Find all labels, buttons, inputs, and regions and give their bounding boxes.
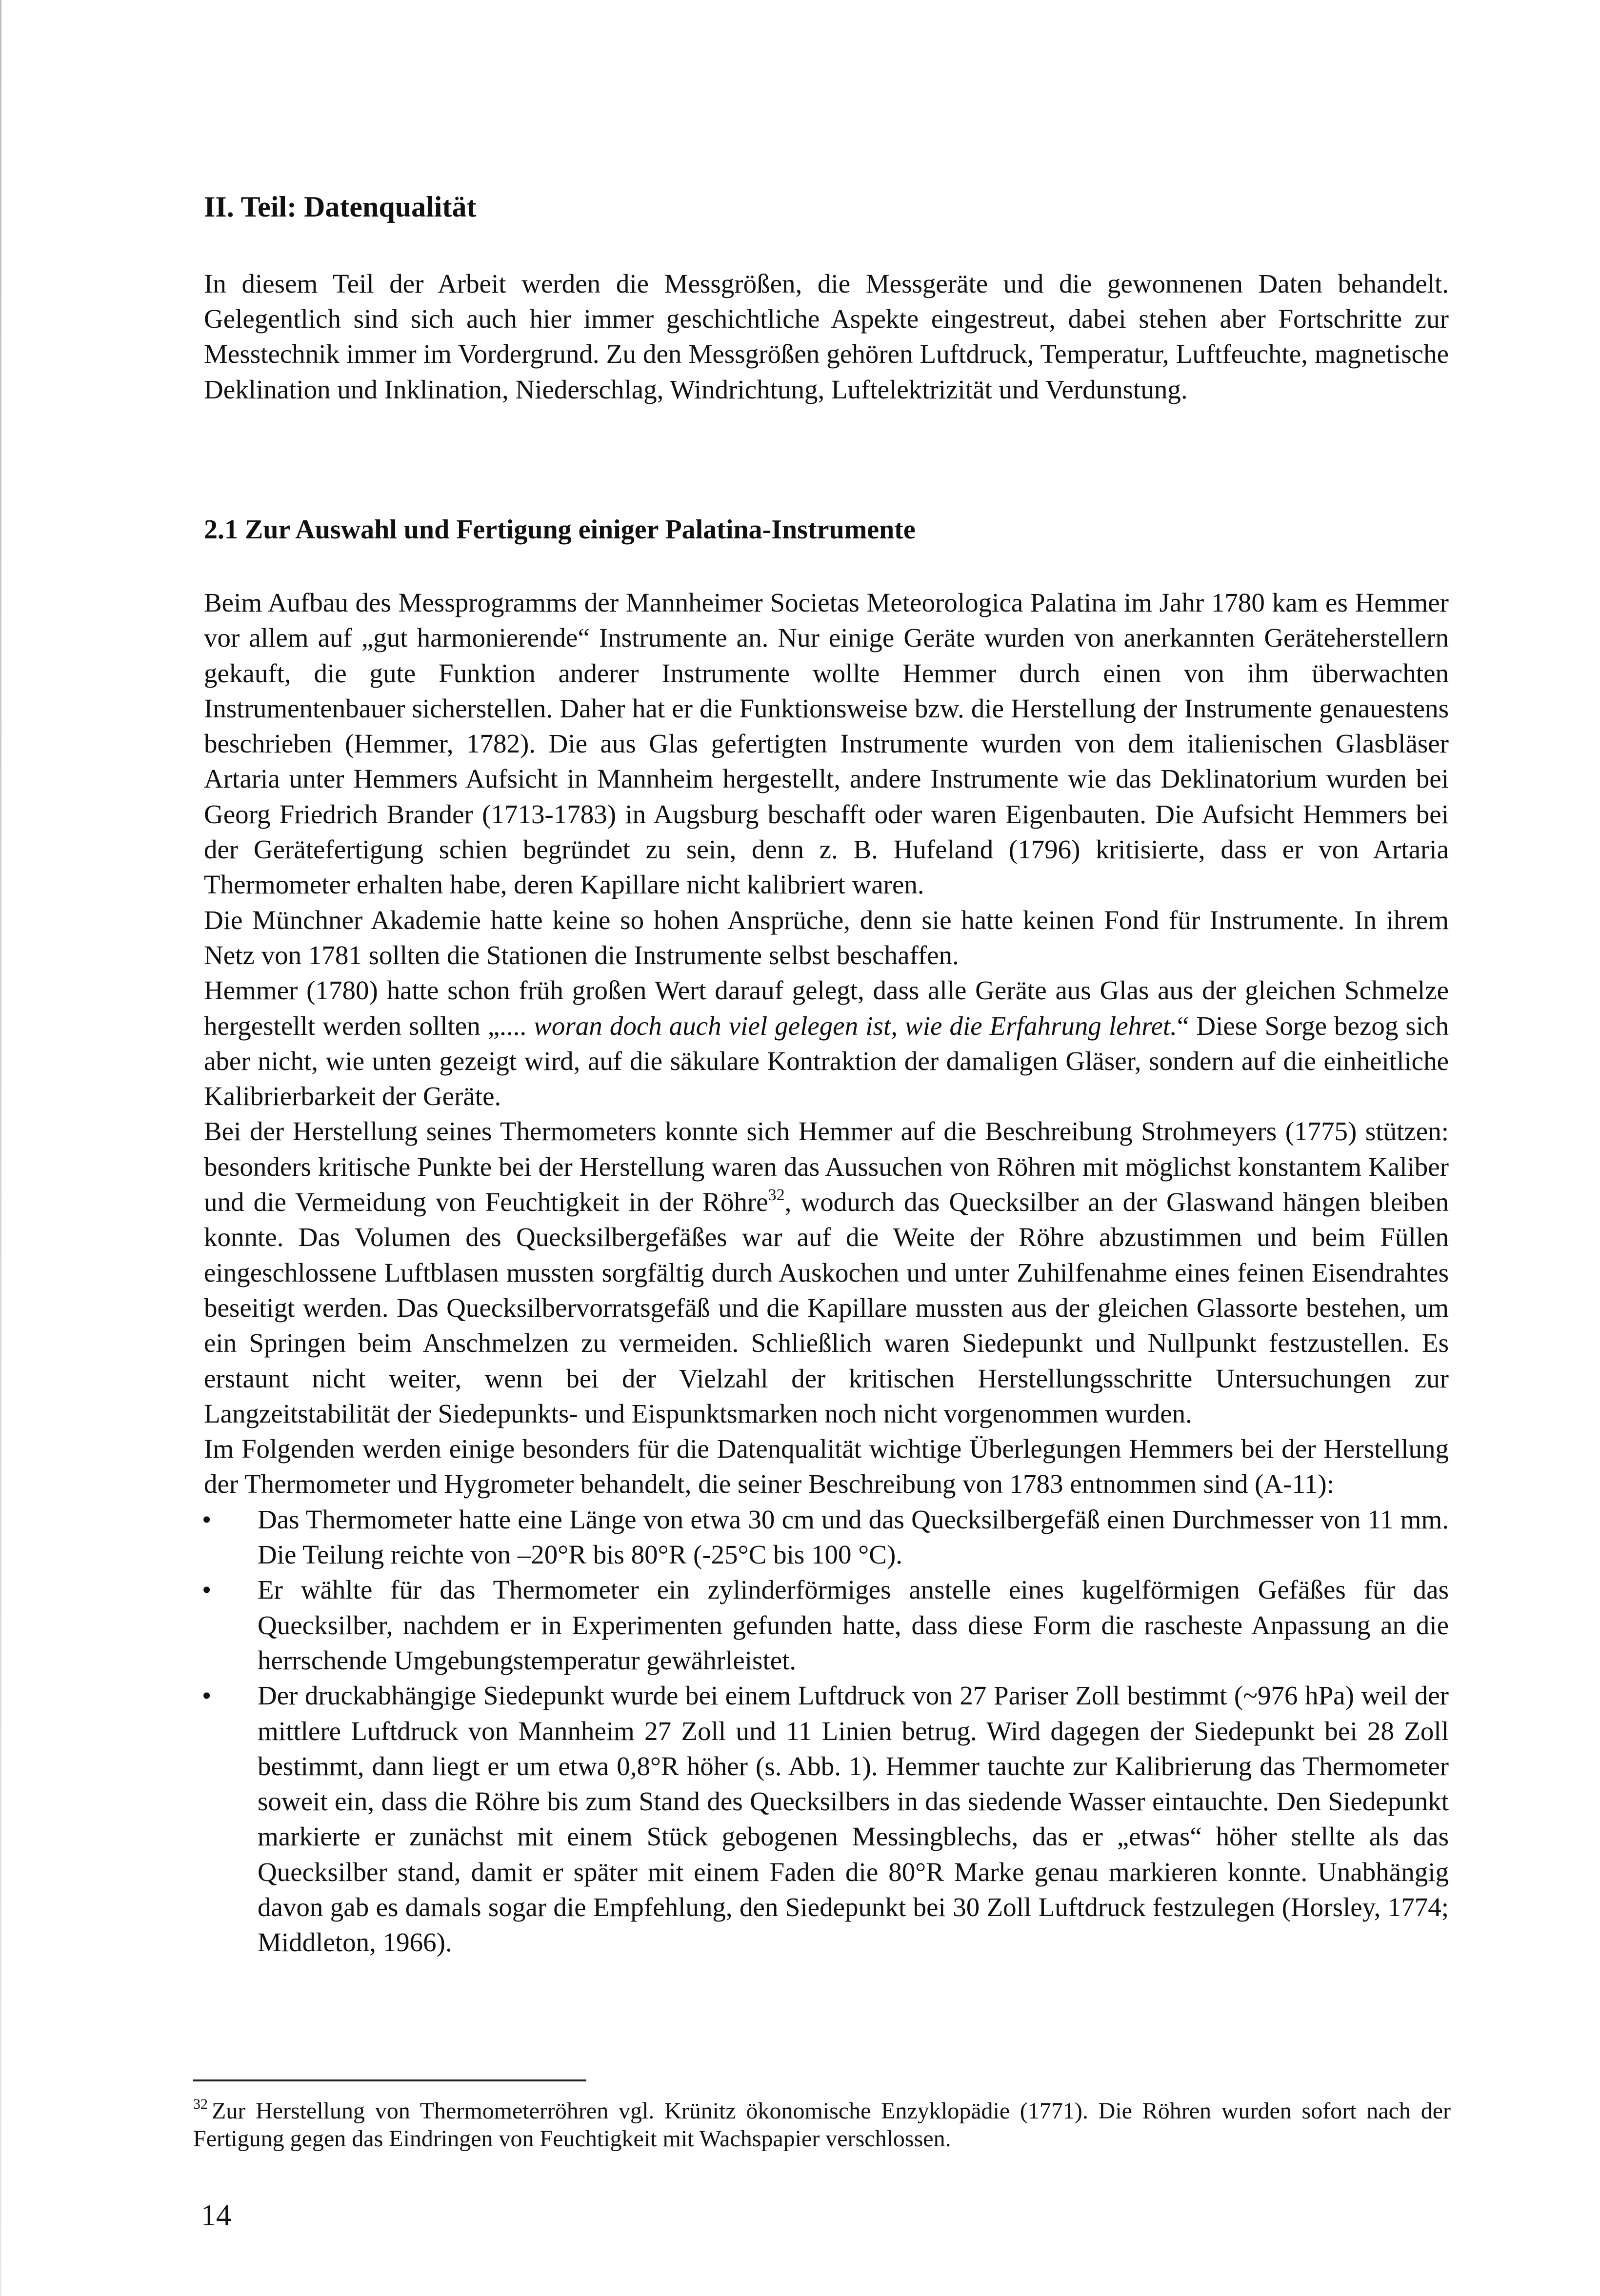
list-item — [204, 1678, 1449, 1960]
paragraph-3-start: Hemmer (1780) hatte schon früh großen Wert darauf gelegt, dass alle Geräte aus Glas aus der gleichen Schmelze hergestellt werden sollten „.... — [204, 975, 1449, 1041]
paragraph-4-end: , wodurch das Quecksilber an der Glaswand hängen bleiben konnte. Das Volumen des Quecksilbergefäßes war auf die Weite der Röhre abzustimmen und beim Füllen eingeschlossene Luftblasen mussten sorgfältig durch Auskochen und unter Zuhilfenahme eines feinen Eisendrahtes beseitigt werden. Das Quecksilbervorratsgefäß und die Kapillare mussten aus der gleichen Glassorte bestehen, um ein Springen beim Anschmelzen zu vermeiden. Schließlich waren Siedepunkt und Nullpunkt festzustellen. Es erstaunt nicht weiter, wenn bei der Vielzahl der kritischen Herstellungsschritte Untersuchungen zur Langzeitstabilität der Siedepunkts- und Eispunktsmarken noch nicht vorgenommen wurden. — [204, 1187, 1449, 1428]
paragraph-2: Die Münchner Akademie hatte keine so hohen Ansprüche, denn sie hatte keinen Fond für Instrumente. In ihrem Netz von 1781 sollten die Stationen die Instrumente selbst beschaffen. — [204, 905, 1449, 970]
paragraph-3-quote: woran doch auch viel gelegen ist, wie die Erfahrung lehret. — [534, 1010, 1177, 1041]
list-item-text: Er wählte für das Thermometer ein zylinderförmiges anstelle eines kugelförmigen Gefäßes für das Quecksilber, nachdem er in Experimenten gefunden hatte, dass diese Form die rascheste Anpassung an die herrschende Umgebungstemperatur gewährleistet. — [258, 1575, 1449, 1675]
list-item-text: Das Thermometer hatte eine Länge von etwa 30 cm und das Quecksilbergefäß einen Durchmesser von 11 mm. Die Teilung reichte von –20°R bis 80°R (-25°C bis 100 °C). — [258, 1504, 1449, 1570]
paragraph-1: Beim Aufbau des Messprogramms der Mannheimer Societas Meteorologica Palatina im Jahr 1780 kam es Hemmer vor allem auf „gut harmonierende“ Instrumente an. Nur einige Geräte wurden von anerkannten Geräteherstellern gekauft, die gute Funktion anderer Instrumente wollte Hemmer durch einen von ihm überwachten Instrumentenbauer sicherstellen. Daher hat er die Funktionsweise bzw. die Herstellung der Instrumente genauestens beschrieben (Hemmer, 1782). Die aus Glas gefertigten Instrumente wurden von dem italienischen Glasbläser Artaria unter Hemmers Aufsicht in Mannheim hergestellt, andere Instrumente wie das Deklinatorium wurden bei Georg Friedrich Brander (1713-1783) in Augsburg beschafft oder waren Eigenbauten. Die Aufsicht Hemmers bei der Gerätefertigung schien begründet zu sein, denn z. B. Hufeland (1796) kritisierte, dass er von Artaria Thermometer erhalten habe, deren Kapillare nicht kalibriert waren. — [204, 588, 1449, 900]
list-item-text: Der druckabhängige Siedepunkt wurde bei einem Luftdruck von 27 Pariser Zoll bestimmt (~976 hPa) weil der mittlere Luftdruck von Mannheim 27 Zoll und 11 Linien betrug. Wird dagegen der Siedepunkt bei 28 Zoll bestimmt, dann liegt er um etwa 0,8°R höher (s. Abb. 1). Hemmer tauchte zur Kalibrierung das Thermometer soweit ein, dass die Röhre bis zum Stand des Quecksilbers in das siedende Wasser eintauchte. Den Siedepunkt markierte er zunächst mit einem Stück gebogenen Messingblechs, das er „etwas“ höher stellte als das Quecksilber stand, damit er später mit einem Faden die 80°R Marke genau markieren konnte. Unabhängig davon gab es damals sogar die Empfehlung, den Siedepunkt bei 30 Zoll Luftdruck festzulegen (Horsley, 1774; Middleton, 1966). — [258, 1681, 1449, 1958]
part-heading: II. Teil: Datenqualität — [204, 191, 477, 223]
list-item — [204, 1502, 1449, 1573]
intro-paragraph — [204, 266, 1449, 407]
footnote — [193, 2097, 1451, 2153]
paragraph-3 — [204, 973, 1449, 1114]
paragraph-3-end: “ Diese Sorge bezog sich aber nicht, wie unten gezeigt wird, auf die säkulare Kontraktion der damaligen Gläser, sondern auf die einheitliche Kalibrierbarkeit der Geräte. — [204, 1010, 1449, 1111]
paragraph-4 — [204, 1114, 1449, 1431]
page-number: 14 — [201, 2199, 231, 2232]
footnote-divider — [193, 2079, 586, 2081]
footnote-text: Zur Herstellung von Thermometerröhren vgl. Krünitz ökonomische Enzyklopädie (1771). Die Röhren wurden sofort nach der Fertigung gegen das Eindringen von Feuchtigkeit mit Wachspapier verschlossen. — [193, 2098, 1451, 2152]
intro-text: In diesem Teil der Arbeit werden die Messgrößen, die Messgeräte und die gewonnenen Daten behandelt. Gelegentlich sind sich auch hier immer geschichtliche Aspekte eingestreut, dabei stehen aber Fortschritte zur Messtechnik immer im Vordergrund. Zu den Messgrößen gehören Luftdruck, Temperatur, Luftfeuchte, magnetische Deklination und Inklination, Niederschlag, Windrichtung, Luftelektrizität und Verdunstung. — [204, 269, 1449, 404]
bullet-icon: • — [202, 1504, 212, 1534]
list-item — [204, 1572, 1449, 1678]
section-heading: 2.1 Zur Auswahl und Fertigung einiger Palatina-Instrumente — [204, 515, 916, 545]
bullet-icon: • — [202, 1575, 212, 1605]
bullet-list — [204, 1502, 1449, 1960]
section-body — [204, 585, 1449, 1960]
paragraph-5: Im Folgenden werden einige besonders für die Datenqualität wichtige Überlegungen Hemmers bei der Herstellung der Thermometer und Hygrometer behandelt, die seiner Beschreibung von 1783 entnommen sind (A-11): — [204, 1434, 1449, 1499]
bullet-icon: • — [202, 1681, 212, 1711]
footnote-mark: 32 — [193, 2096, 208, 2112]
paragraph-4-start: Bei der Herstellung seines Thermometers konnte sich Hemmer auf die Beschreibung Strohmeyers (1775) stützen: besonders kritische Punkte bei der Herstellung waren das Aussuchen von Röhren mit möglichst konstantem Kaliber und die Vermeidung von Feuchtigkeit in der Röhre — [204, 1116, 1449, 1217]
footnote-reference[interactable]: 32 — [768, 1186, 785, 1205]
